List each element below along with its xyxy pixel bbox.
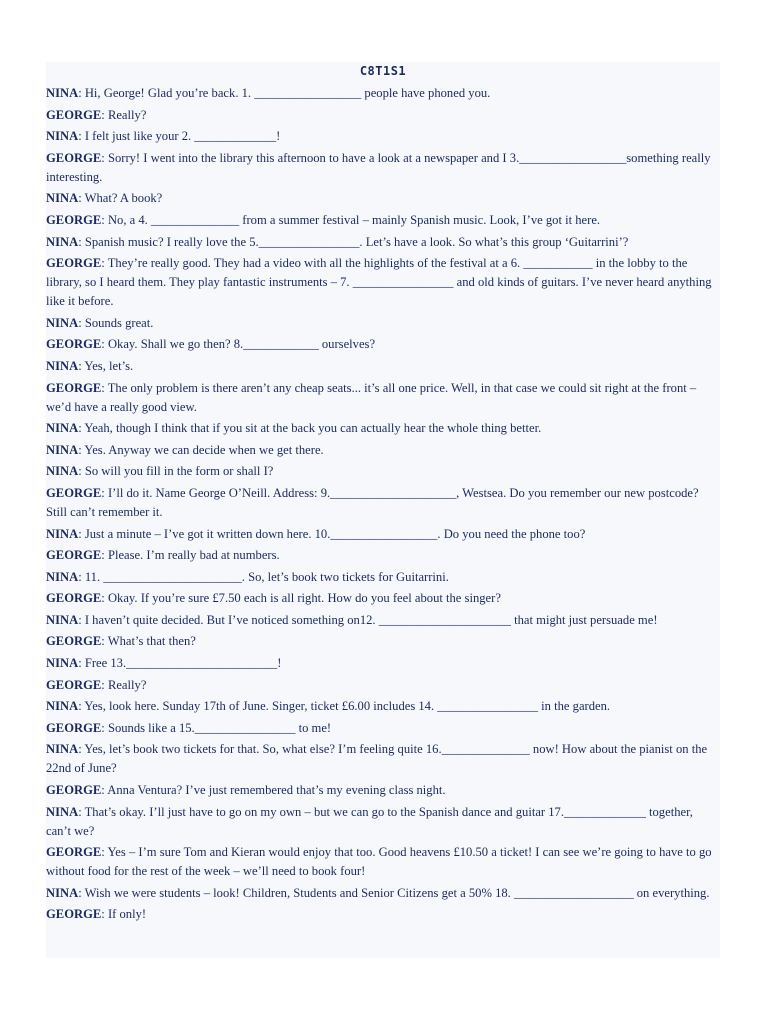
dialogue-text: : Just a minute – I’ve got it written down here. 10._________________. Do you need the phone too? (78, 526, 586, 541)
speaker-name: NINA (46, 885, 79, 900)
speaker-name: NINA (46, 421, 79, 436)
dialogue-text: : Okay. Shall we go then? 8.____________ ourselves? (101, 337, 376, 352)
speaker-name: NINA (46, 699, 79, 714)
speaker-name: GEORGE (46, 907, 102, 922)
speaker-name: GEORGE (46, 256, 102, 271)
speaker-name: NINA (46, 612, 79, 627)
dialogue-line (46, 654, 720, 673)
dialogue-line (46, 149, 720, 187)
speaker-name: NINA (46, 804, 79, 819)
dialogue-text: : No, a 4. ______________ from a summer festival – mainly Spanish music. Look, I’ve got it here. (101, 212, 601, 227)
dialogue-line (46, 546, 720, 565)
dialogue-text: : Really? (101, 677, 147, 692)
dialogue-text: : Sorry! I went into the library this afternoon to have a look at a newspaper and I 3._________________something really interesting. (46, 150, 711, 184)
speaker-name: NINA (46, 569, 79, 584)
speaker-name: NINA (46, 234, 79, 249)
dialogue-text: : Please. I’m really bad at numbers. (101, 548, 280, 563)
dialogue-text: : Yes. Anyway we can decide when we get there. (78, 442, 324, 457)
speaker-name: GEORGE (46, 720, 102, 735)
dialogue-line (46, 781, 720, 800)
dialogue-text: : Yes, look here. Sunday 17th of June. Singer, ticket £6.00 includes 14. ________________ in the garden. (78, 699, 611, 714)
speaker-name: NINA (46, 358, 79, 373)
dialogue-line (46, 676, 720, 695)
speaker-name: GEORGE (46, 337, 102, 352)
speaker-name: GEORGE (46, 845, 102, 860)
dialogue-text: : Sounds great. (78, 315, 154, 330)
speaker-name: NINA (46, 656, 79, 671)
dialogue-text: : Hi, George! Glad you’re back. 1. _________________ people have phoned you. (78, 86, 491, 100)
dialogue-text: : Yes – I’m sure Tom and Kieran would enjoy that too. Good heavens £10.50 a ticket! I can see we’re going to have to go without food for the rest of the week – we’ll need to book four! (46, 845, 712, 879)
dialogue-text: : I’ll do it. Name George O’Neill. Address: 9.____________________, Westsea. Do you remember our new postcode? Still can’t remember it. (46, 485, 699, 519)
dialogue-line (46, 884, 720, 903)
dialogue-text: : I haven’t quite decided. But I’ve noticed something on12. _____________________ that might just persuade me! (78, 612, 658, 627)
dialogue-text: : Free 13.________________________! (78, 656, 282, 671)
dialogue-line (46, 632, 720, 651)
dialogue-line (46, 803, 720, 841)
dialogue-line (46, 189, 720, 208)
dialogue-line (46, 233, 720, 252)
dialogue-text: : Yeah, though I think that if you sit at the back you can actually hear the whole thing better. (78, 421, 542, 436)
dialogue-text: : So will you fill in the form or shall I? (78, 464, 274, 479)
dialogue-line (46, 568, 720, 587)
dialogue-line (46, 719, 720, 738)
document-title: C8T1S1 (359, 64, 407, 78)
speaker-name: NINA (46, 442, 79, 457)
speaker-name: GEORGE (46, 212, 102, 227)
speaker-name: GEORGE (46, 783, 102, 798)
dialogue-line (46, 462, 720, 481)
speaker-name: GEORGE (46, 548, 102, 563)
dialogue-line (46, 740, 720, 778)
dialogue-line (46, 335, 720, 354)
dialogue-text: : Wish we were students – look! Children, Students and Senior Citizens get a 50% 18. ___________________ on everything. (78, 885, 710, 900)
dialogue-line (46, 127, 720, 146)
dialogue-text: : What’s that then? (101, 634, 196, 649)
dialogue-line (46, 589, 720, 608)
speaker-name: GEORGE (46, 634, 102, 649)
dialogue-line (46, 357, 720, 376)
dialogue-line (46, 484, 720, 522)
dialogue-line (46, 379, 720, 417)
speaker-name: NINA (46, 742, 79, 757)
speaker-name: GEORGE (46, 677, 102, 692)
dialogue-text: : I felt just like your 2. _____________! (78, 129, 281, 144)
dialogue-line (46, 314, 720, 333)
dialogue-line (46, 84, 720, 103)
dialogue-text: : Really? (101, 107, 147, 122)
dialogue-text: : The only problem is there aren’t any cheap seats... it’s all one price. Well, in that case we could sit right at the front – we’d have a really good view. (46, 380, 697, 414)
dialogue-transcript (46, 84, 720, 927)
dialogue-text: : 11. ______________________. So, let’s book two tickets for Guitarrini. (78, 569, 449, 584)
dialogue-text: : That’s okay. I’ll just have to go on my own – but we can go to the Spanish dance and guitar 17._____________ together, can’t we? (46, 804, 693, 838)
dialogue-line (46, 843, 720, 881)
dialogue-line (46, 697, 720, 716)
speaker-name: GEORGE (46, 107, 102, 122)
dialogue-line (46, 211, 720, 230)
dialogue-text: : If only! (101, 907, 147, 922)
dialogue-text: : Spanish music? I really love the 5.________________. Let’s have a look. So what’s this group ‘Guitarrini’? (78, 234, 629, 249)
dialogue-line (46, 254, 720, 311)
dialogue-line (46, 441, 720, 460)
dialogue-text: : Okay. If you’re sure £7.50 each is all right. How do you feel about the singer? (101, 591, 501, 606)
speaker-name: GEORGE (46, 591, 102, 606)
dialogue-line (46, 106, 720, 125)
dialogue-text: : Yes, let’s book two tickets for that. So, what else? I’m feeling quite 16.______________ now! How about the pianist on the 22nd of June? (46, 742, 708, 776)
speaker-name: NINA (46, 464, 79, 479)
dialogue-line (46, 419, 720, 438)
document-page (46, 62, 720, 958)
speaker-name: GEORGE (46, 150, 102, 165)
speaker-name: NINA (46, 315, 79, 330)
dialogue-text: : Yes, let’s. (78, 358, 134, 373)
speaker-name: GEORGE (46, 380, 102, 395)
speaker-name: NINA (46, 129, 79, 144)
speaker-name: NINA (46, 526, 79, 541)
dialogue-line (46, 905, 720, 924)
dialogue-line (46, 525, 720, 544)
dialogue-text: : Sounds like a 15.________________ to me! (101, 720, 332, 735)
speaker-name: GEORGE (46, 485, 102, 500)
dialogue-text: : What? A book? (78, 191, 163, 206)
speaker-name: NINA (46, 86, 79, 100)
dialogue-line (46, 611, 720, 630)
speaker-name: NINA (46, 191, 79, 206)
dialogue-text: : Anna Ventura? I’ve just remembered that’s my evening class night. (101, 783, 446, 798)
dialogue-text: : They’re really good. They had a video with all the highlights of the festival at a 6. ___________ in the lobby to the library, so I heard them. They play fantastic instruments – 7. ________________ and old kinds of guitars. I’ve never heard anything like it before. (46, 256, 712, 309)
